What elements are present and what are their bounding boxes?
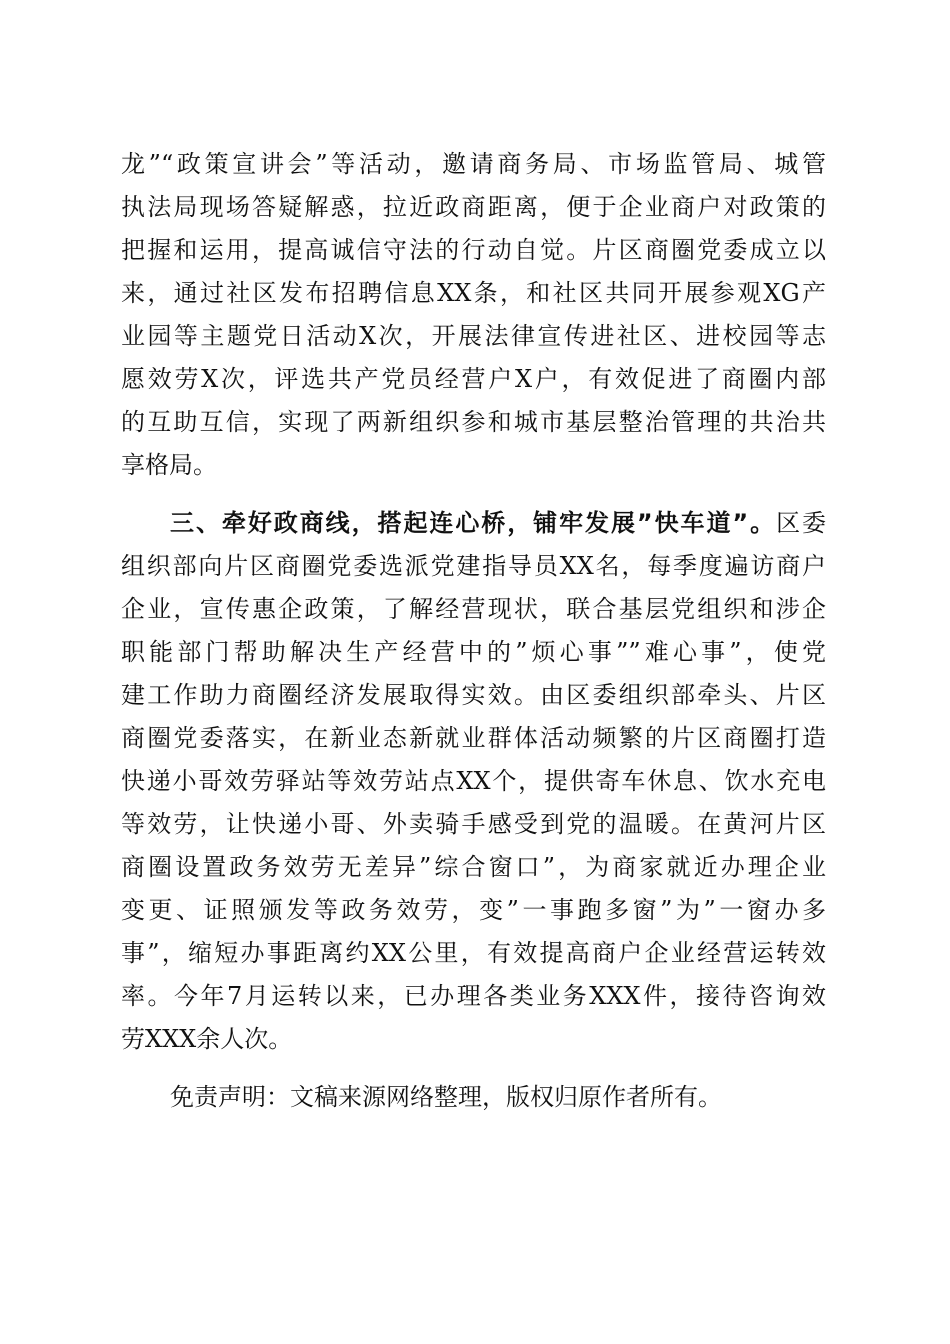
paragraph-2-line-9: 商圈设置政务效劳无差异”综合窗口”，为商家就近办理企业 <box>121 853 826 881</box>
paragraph-2-line-3: 企业，宣传惠企政策，了解经营现状，联合基层党组织和涉企 <box>121 595 826 623</box>
paragraph-2-line-11: 事”，缩短办事距离约XX公里，有效提高商户企业经营运转效 <box>121 939 826 967</box>
paragraph-2-line-6: 商圈党委落实，在新业态新就业群体活动频繁的片区商圈打造 <box>121 724 826 752</box>
paragraph-1-line-3: 把握和运用，提高诚信守法的行动自觉。片区商圈党委成立以 <box>121 236 826 264</box>
paragraph-2-line-5: 建工作助力商圈经济发展取得实效。由区委组织部牵头、片区 <box>121 681 826 709</box>
paragraph-2-first-line <box>170 509 826 537</box>
paragraph-2-line-7: 快递小哥效劳驿站等效劳站点XX个，提供寄车休息、饮水充电 <box>121 767 826 795</box>
paragraph-1-line-8: 享格局。 <box>121 451 217 479</box>
paragraph-1-line-1: 龙”“政策宣讲会”等活动，邀请商务局、市场监管局、城管 <box>121 150 826 178</box>
paragraph-2-line-12: 率。今年7月运转以来，已办理各类业务XXX件，接待咨询效 <box>121 982 826 1010</box>
paragraph-1-line-2: 执法局现场答疑解惑，拉近政商距离，便于企业商户对政策的 <box>121 193 826 221</box>
paragraph-2-first-line-rest: 区委 <box>776 509 827 537</box>
paragraph-2-line-10: 变更、证照颁发等政务效劳，变”一事跑多窗”为”一窗办多 <box>121 896 826 924</box>
paragraph-2-line-4: 职能部门帮助解决生产经营中的”烦心事””难心事”，使党 <box>121 638 826 666</box>
paragraph-1-line-5: 业园等主题党日活动X次，开展法律宣传进社区、进校园等志 <box>121 322 826 350</box>
paragraph-1-line-6: 愿效劳X次，评选共产党员经营户X户，有效促进了商圈内部 <box>121 365 826 393</box>
paragraph-1-line-4: 来，通过社区发布招聘信息XX条，和社区共同开展参观XG产 <box>121 279 826 307</box>
paragraph-1-line-7: 的互助互信，实现了两新组织参和城市基层整治管理的共治共 <box>121 408 826 436</box>
disclaimer-text: 免责声明：文稿来源网络整理，版权归原作者所有。 <box>170 1083 722 1111</box>
paragraph-2-line-2: 组织部向片区商圈党委选派党建指导员XX名，每季度遍访商户 <box>121 552 826 580</box>
paragraph-2-line-8: 等效劳，让快递小哥、外卖骑手感受到党的温暖。在黄河片区 <box>121 810 826 838</box>
section-heading: 三、牵好政商线，搭起连心桥，铺牢发展”快车道”。 <box>170 509 777 537</box>
paragraph-2-line-13: 劳XXX余人次。 <box>121 1025 293 1053</box>
